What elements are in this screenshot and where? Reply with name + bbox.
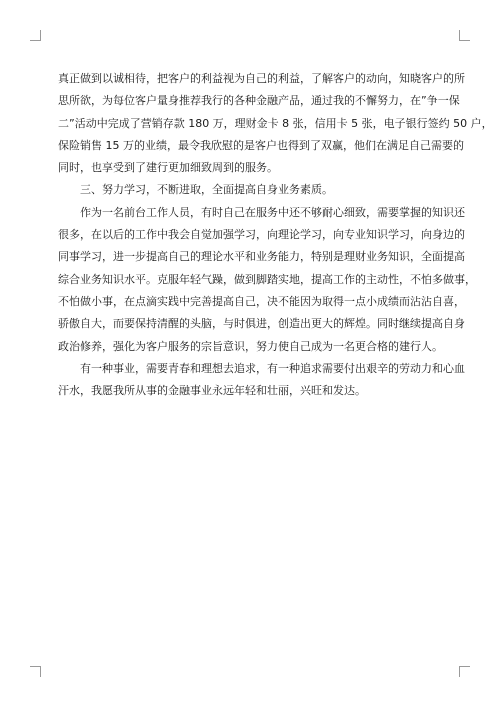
text-line: 很多，在以后的工作中我会自觉加强学习，向理论学习，向专业知识学习，向身边的 bbox=[58, 228, 465, 242]
crop-mark-bottom-right bbox=[459, 666, 470, 677]
text-line: 保险销售 15 万的业绩，最令我欣慰的是客户也得到了双赢，他们在满足自己需要的 bbox=[58, 138, 464, 152]
text-line: 政治修养，强化为客户服务的宗旨意识，努力使自己成为一名更合格的建行人。 bbox=[58, 339, 443, 353]
section-heading bbox=[58, 179, 442, 201]
text-line: 不怕做小事，在点滴实践中完善提高自己，决不能因为取得一点小成绩而沾沾自喜， bbox=[58, 294, 465, 308]
paragraph bbox=[58, 68, 493, 179]
paragraph bbox=[58, 202, 476, 358]
text-line: 汗水，我愿我所从事的金融事业永远年轻和壮丽，兴旺和发达。 bbox=[58, 384, 366, 398]
document-body bbox=[58, 68, 493, 402]
paragraph bbox=[58, 358, 465, 403]
text-line: 二”活动中完成了营销存款 180 万，理财金卡 8 张，信用卡 5 张，电子银行签约 50 户， bbox=[58, 116, 493, 130]
text-line: 三、努力学习，不断进取，全面提高自身业务素质。 bbox=[80, 183, 333, 197]
text-line: 同事学习，进一步提高自己的理论水平和业务能力，特别是理财业务知识，全面提高 bbox=[58, 250, 465, 264]
crop-mark-top-right bbox=[459, 30, 470, 41]
crop-mark-bottom-left bbox=[30, 666, 41, 677]
text-line: 同时，也享受到了建行更加细致周到的服务。 bbox=[58, 161, 278, 175]
crop-mark-top-left bbox=[30, 30, 41, 41]
text-line: 真正做到以诚相待，把客户的利益视为自己的利益，了解客户的动向，知晓客户的所 bbox=[58, 72, 465, 85]
text-line: 思所欲，为每位客户量身推荐我行的各种金融产品，通过我的不懈努力，在”争一保 bbox=[58, 94, 460, 108]
text-line: 有一种事业，需要青春和理想去追求，有一种追求需要付出艰辛的劳动力和心血 bbox=[80, 361, 465, 375]
text-line: 作为一名前台工作人员，有时自己在服务中还不够耐心细致，需要掌握的知识还 bbox=[80, 205, 465, 219]
text-line: 综合业务知识水平。克服年轻气躁，做到脚踏实地，提高工作的主动性，不怕多做事， bbox=[58, 272, 476, 286]
text-line: 骄傲自大，而要保持清醒的头脑，与时俱进，创造出更大的辉煌。同时继续提高自身 bbox=[58, 317, 465, 331]
